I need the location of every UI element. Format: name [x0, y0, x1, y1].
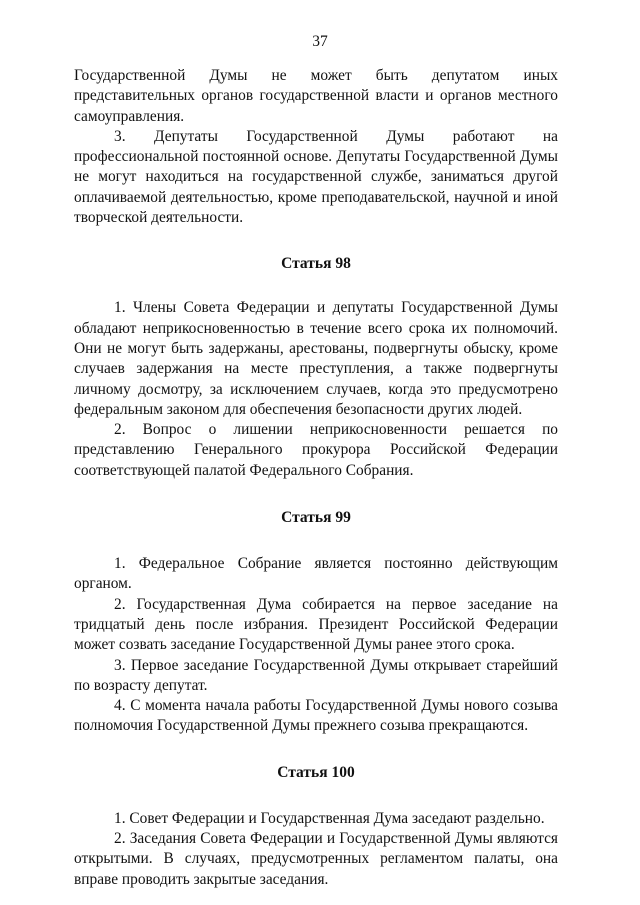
article-100-paragraph-1: 1. Совет Федерации и Государственная Дума заседают раздельно.: [114, 809, 545, 827]
article-99-paragraph-3: 3. Первое заседание Государственной Думы открывает старейший по возрасту депутат.: [74, 656, 558, 694]
article-99-paragraph-4: 4. С момента начала работы Государственной Думы нового созыва полномочия Государственной Думы прежнего созыва прекращаются.: [74, 697, 558, 735]
article-100-paragraph-2: 2. Заседания Совета Федерации и Государственной Думы являются открытыми. В случаях, предусмотренных регламентом палаты, она вправе проводить закрытые заседания.: [74, 830, 558, 888]
article-99-title: Статья 99: [281, 509, 351, 527]
article-100: [74, 763, 558, 890]
article-100-title: Статья 100: [277, 763, 355, 781]
article-98-paragraph-1: 1. Члены Совета Федерации и депутаты Государственной Думы обладают неприкосновенностью в течение всего срока их полномочий. Они не могут быть задержаны, арестованы, подвергнуты обыску, кроме случаев задержания на месте преступления, а также подвергнуты личному досмотру, за исключением случаев, когда это предусмотрено федеральным законом для обеспечения безопасности других людей.: [74, 299, 558, 418]
article-98: [74, 254, 558, 481]
article-98-title: Статья 98: [281, 255, 351, 273]
page-content: [74, 66, 558, 890]
article-98-paragraph-2: 2. Вопрос о лишении неприкосновенности решается по представлению Генерального прокурора Российской Федерации соответствующей палатой Федерального Собрания.: [74, 421, 558, 479]
continuation-paragraph: Государственной Думы не может быть депутатом иных представительных органов государственной власти и органов местного самоуправления.: [74, 67, 558, 125]
page-number: 37: [312, 33, 328, 50]
article-99-paragraph-1: 1. Федеральное Собрание является постоянно действующим органом.: [74, 555, 558, 593]
continuation-paragraph-3: 3. Депутаты Государственной Думы работают на профессиональной постоянной основе. Депутаты Государственной Думы не могут находиться на государственной службе, заниматься другой оплачиваемой деятельностью, кроме преподавательской, научной и иной творческой деятельности.: [74, 127, 558, 227]
article-99-paragraph-2: 2. Государственная Дума собирается на первое заседание на тридцатый день после избрания. Президент Российской Федерации может созвать заседание Государственной Думы ранее этого срока.: [74, 595, 558, 654]
article-99: [74, 508, 558, 737]
